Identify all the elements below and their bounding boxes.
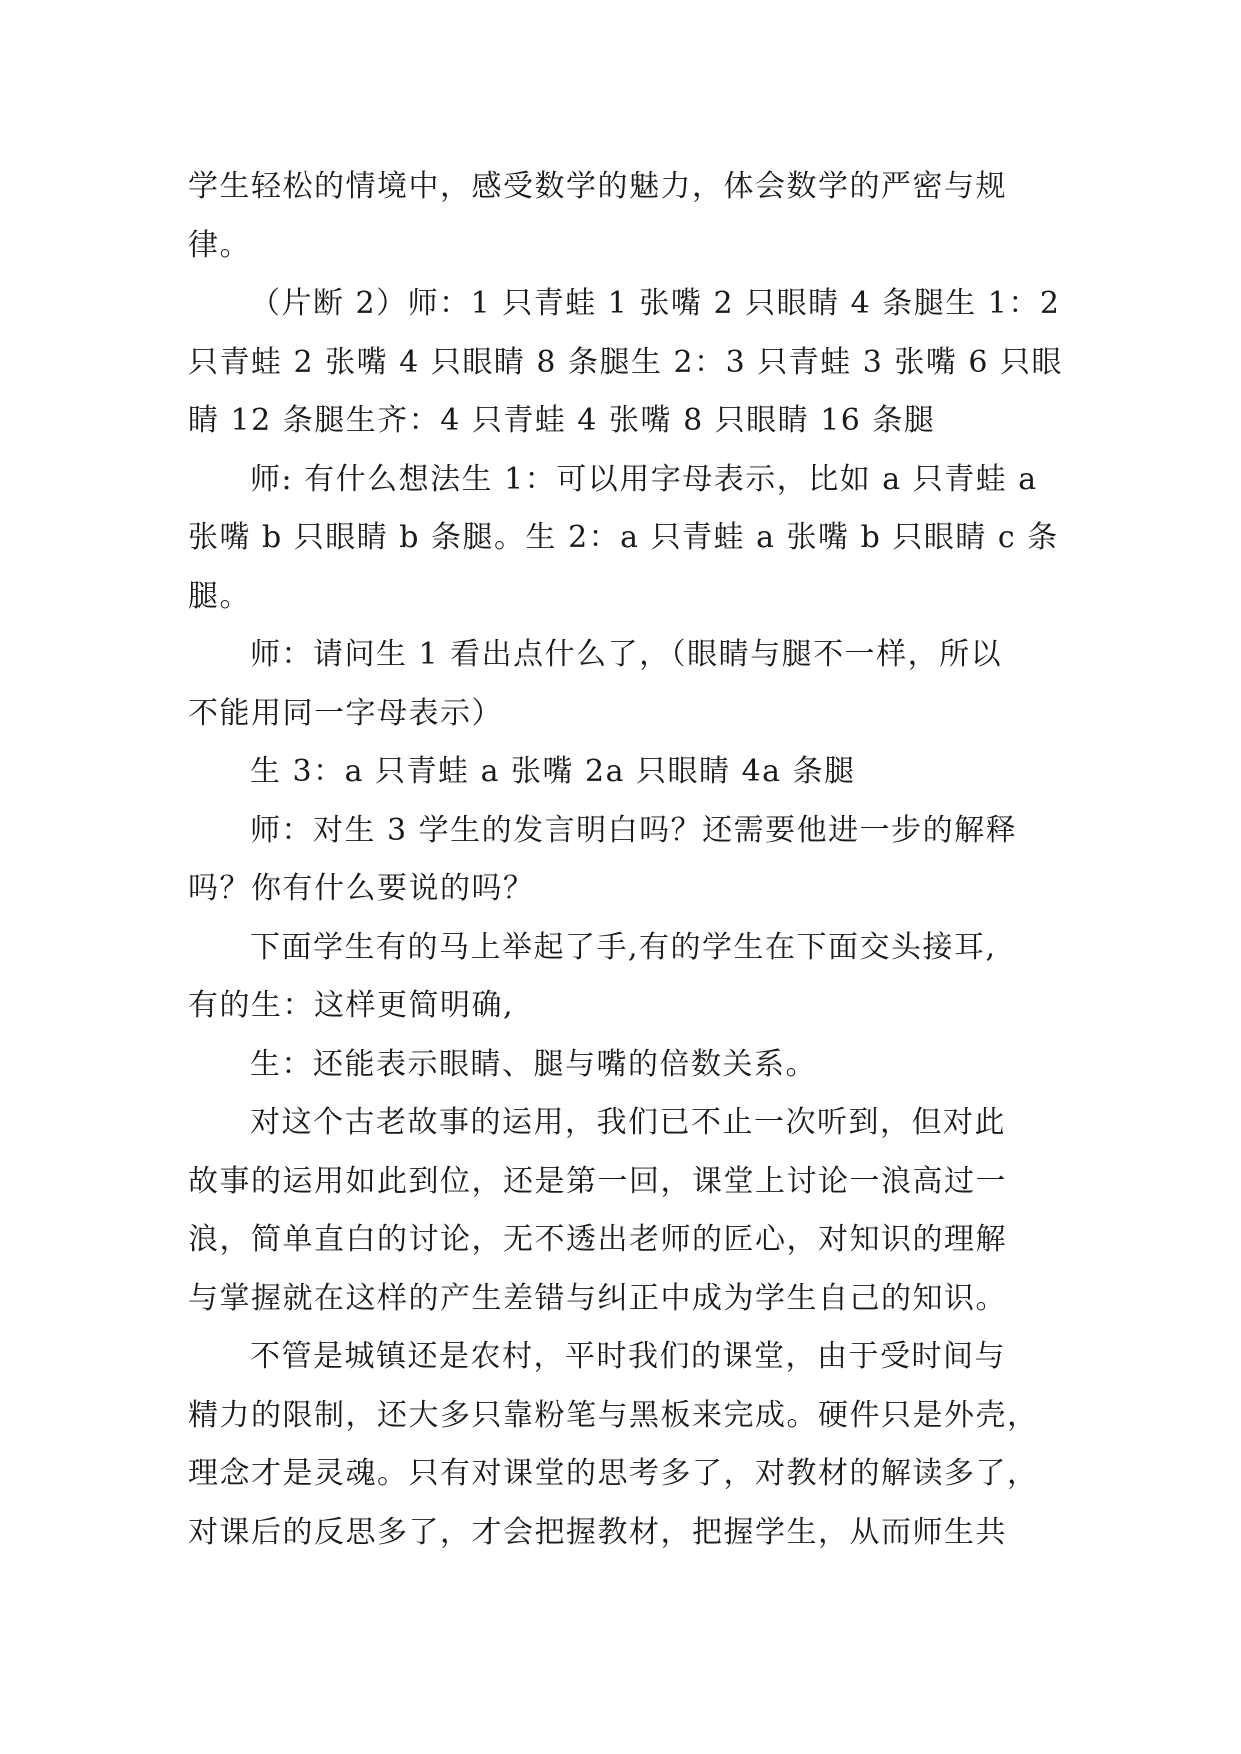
text-line: 有的生：这样更简明确, [188,988,515,1023]
text-line: 浪，简单直白的讨论，无不透出老师的匠心，对知识的理解 [188,1222,1007,1257]
text-line: 不管是城镇还是农村，平时我们的课堂，由于受时间与 [250,1339,1006,1374]
text-line: 故事的运用如此到位，还是第一回，课堂上讨论一浪高过一 [188,1163,1007,1199]
paragraph [188,802,1048,919]
paragraph [188,1036,1048,1095]
text-line: 吗？你有什么要说的吗？ [188,871,535,906]
text-line: 对这个古老故事的运用，我们已不止一次听到，但对此 [250,1105,1006,1140]
text-line: 下面学生有的马上举起了手,有的学生在下面交头接耳, [250,929,997,965]
text-line: 与掌握就在这样的产生差错与纠正中成为学生自己的知识。 [188,1280,1007,1316]
paragraph [188,275,1064,451]
paragraph [188,919,1048,1036]
text-line: 不能用同一字母表示） [188,695,503,731]
text-line: 睛 12 条腿生齐：4 只青蛙 4 张嘴 8 只眼睛 16 条腿 [188,403,936,438]
text-line: 师：对生 3 学生的发言明白吗？还需要他进一步的解释 [250,812,1018,848]
paragraph [188,451,1059,627]
text-line: 师: 有什么想法生 1：可以用字母表示，比如 a 只青蛙 a [250,461,1038,497]
text-line: （片断 2）师：1 只青蛙 1 张嘴 2 只眼睛 4 条腿生 1：2 [250,286,1061,321]
text-line: 律。 [188,227,251,263]
paragraph [188,1094,1048,1328]
text-line: 张嘴 b 只眼睛 b 条腿。生 2：a 只青蛙 a 张嘴 b 只眼睛 c 条 [188,520,1059,555]
paragraph [188,1328,1048,1562]
paragraph [188,743,1048,802]
text-line: 师：请问生 1 看出点什么了，（眼睛与腿不一样，所以 [250,637,1003,672]
text-line: 精力的限制，还大多只靠粉笔与黑板来完成。硬件只是外壳， [188,1397,1039,1433]
text-line: 对课后的反思多了，才会把握教材，把握学生，从而师生共 [188,1514,1007,1550]
paragraph [188,158,1048,275]
text-line: 生 3：a 只青蛙 a 张嘴 2a 只眼睛 4a 条腿 [250,754,856,789]
text-line: 只青蛙 2 张嘴 4 只眼睛 8 条腿生 2：3 只青蛙 3 张嘴 6 只眼 [188,344,1064,380]
text-line: 腿。 [188,578,251,614]
paragraph [188,626,1048,743]
text-line: 生：还能表示眼睛、腿与嘴的倍数关系。 [250,1046,817,1082]
text-line: 学生轻松的情境中，感受数学的魅力，体会数学的严密与规 [188,169,1007,204]
document-body [188,158,1064,1562]
text-line: 理念才是灵魂。只有对课堂的思考多了，对教材的解读多了， [188,1456,1039,1491]
